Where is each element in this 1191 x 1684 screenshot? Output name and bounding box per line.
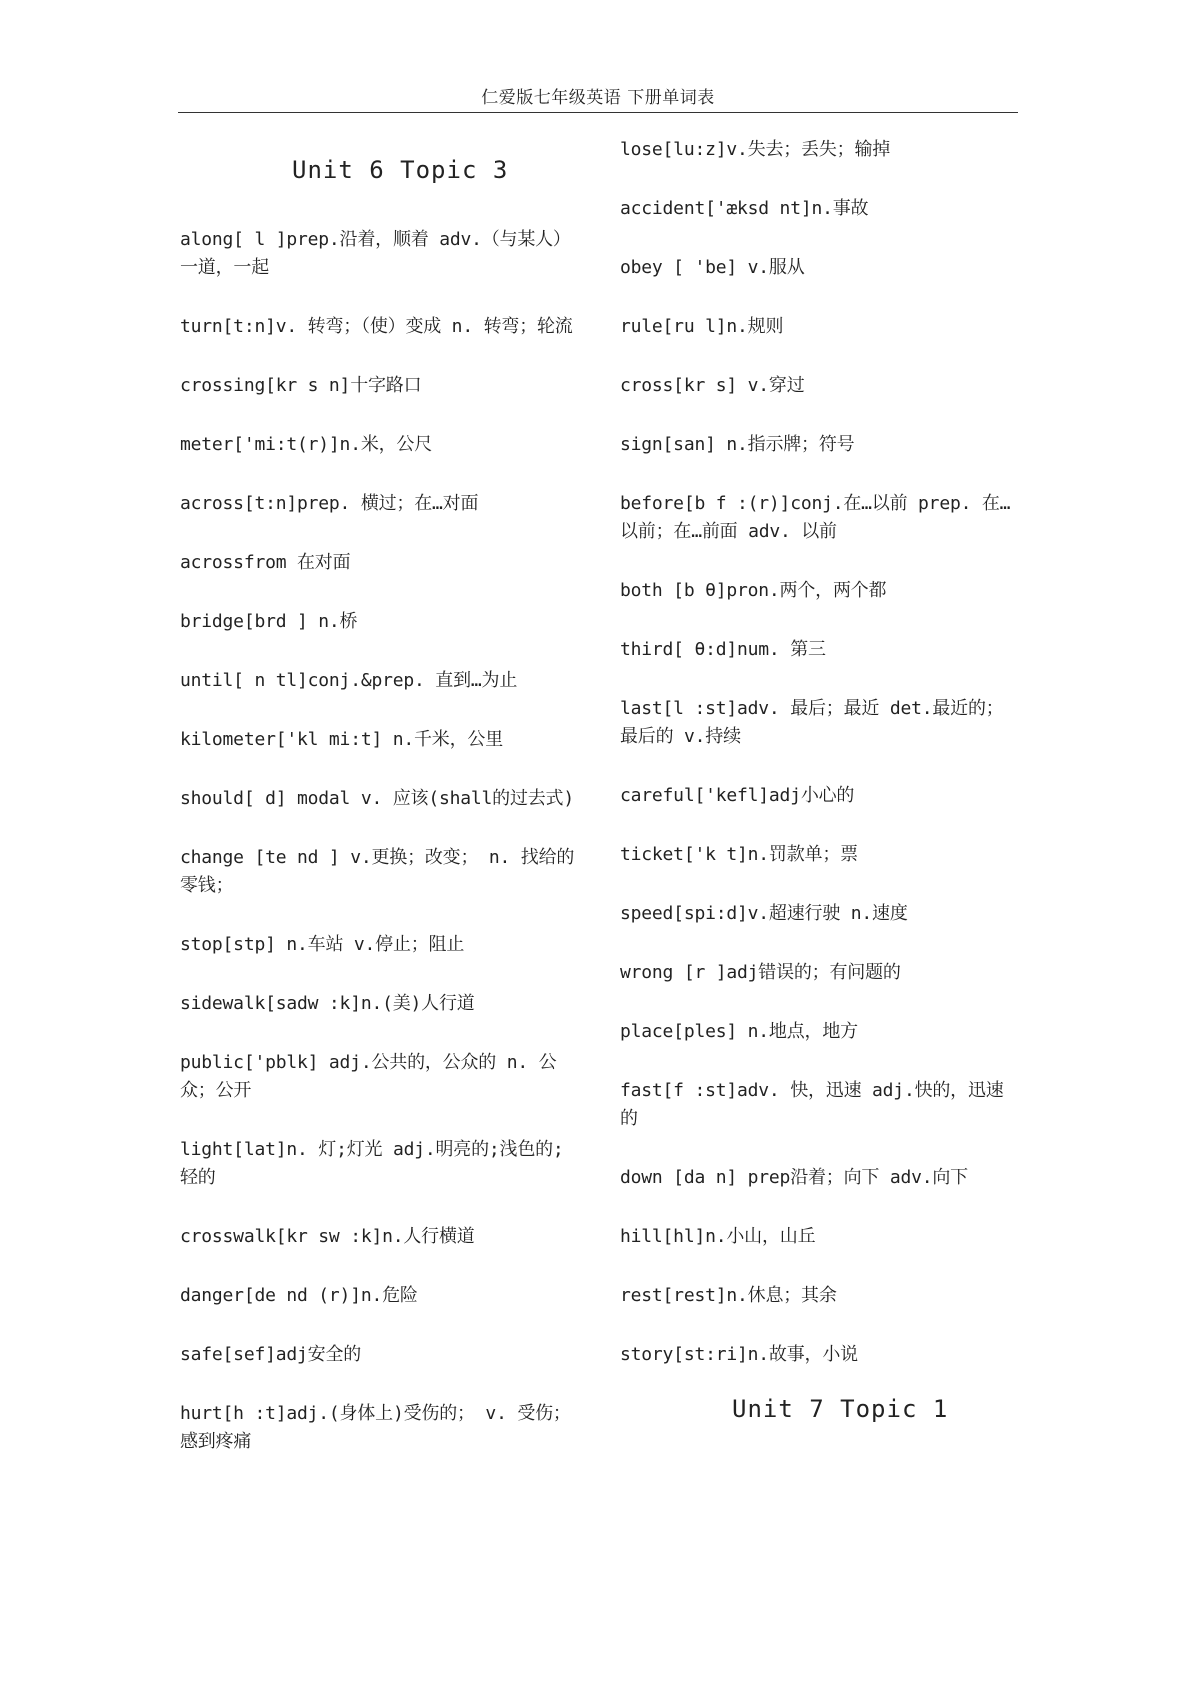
vocab-entry: public['pblk] adj.公共的，公众的 n. 公众；公开 (180, 1052, 557, 1101)
vocab-entry: until[ n tl]conj.&prep. 直到…为止 (180, 670, 518, 691)
vocab-entry: fast[f :st]adv. 快，迅速 adj.快的，迅速的 (620, 1080, 1004, 1129)
vocab-entry: both [b θ]pron.两个，两个都 (620, 580, 887, 601)
vocab-entry: light[lat]n. 灯;灯光 adj.明亮的;浅色的;轻的 (180, 1139, 564, 1188)
vocab-entry: accident['æksd nt]n.事故 (620, 198, 869, 219)
vocab-entry: safe[sef]adj安全的 (180, 1344, 362, 1365)
unit-title-right: Unit 7 Topic 1 (732, 1395, 949, 1423)
vocab-entry: hurt[h :t]adj.(身体上)受伤的； v. 受伤；感到疼痛 (180, 1403, 571, 1452)
vocab-entry: change [te nd ] v.更换；改变； n. 找给的零钱； (180, 847, 575, 896)
vocab-entry: along[ l ]prep.沿着，顺着 adv.（与某人）一道，一起 (180, 229, 571, 278)
vocab-entry: last[l :st]adv. 最后；最近 det.最近的；最后的 v.持续 (620, 698, 1004, 747)
right-entry-list (620, 136, 1020, 1369)
vocab-entry: turn[t:n]v. 转弯；（使）变成 n. 转弯；轮流 (180, 316, 573, 337)
vocab-entry: crossing[kr s n]十字路口 (180, 375, 422, 396)
unit-title-left: Unit 6 Topic 3 (292, 156, 509, 184)
left-column (180, 136, 580, 1456)
vocab-entry: stop[stp] n.车站 v.停止；阻止 (180, 934, 465, 955)
vocab-entry: acrossfrom 在对面 (180, 552, 351, 573)
vocab-entry: sign[san] n.指示牌；符号 (620, 434, 855, 455)
vocab-entry: obey [ 'be] v.服从 (620, 257, 805, 278)
vocab-entry: third[ θ:d]num. 第三 (620, 639, 826, 660)
vocab-entry: rule[ru l]n.规则 (620, 316, 784, 337)
vocab-entry: kilometer['kl mi:t] n.千米，公里 (180, 729, 504, 750)
vocab-entry: crosswalk[kr sw :k]n.人行横道 (180, 1226, 475, 1247)
vocab-entry: ticket['k t]n.罚款单；票 (620, 844, 858, 865)
vocab-entry: bridge[brd ] n.桥 (180, 611, 358, 632)
vocab-entry: careful['kefl]adj小心的 (620, 785, 855, 806)
vocab-entry: before[b f :(r)]conj.在…以前 prep. 在…以前；在…前面 adv. 以前 (620, 493, 1011, 542)
vocab-entry: should[ d] modal v. 应该(shall的过去式) (180, 788, 574, 809)
page-header: 仁爱版七年级英语 下册单词表 (178, 86, 1018, 113)
left-entry-list (180, 226, 580, 1456)
vocab-entry: lose[lu:z]v.失去；丢失；输掉 (620, 139, 891, 160)
vocab-entry: cross[kr s] v.穿过 (620, 375, 805, 396)
vocab-entry: down [da n] prep沿着；向下 adv.向下 (620, 1167, 968, 1188)
vocab-entry: story[st:ri]n.故事，小说 (620, 1344, 858, 1365)
right-column (620, 136, 1020, 1439)
vocab-entry: place[ples] n.地点，地方 (620, 1021, 858, 1042)
vocab-entry: sidewalk[sadw :k]n.(美)人行道 (180, 993, 475, 1014)
vocab-entry: across[t:n]prep. 横过；在…对面 (180, 493, 479, 514)
vocab-entry: meter['mi:t(r)]n.米，公尺 (180, 434, 433, 455)
vocab-entry: rest[rest]n.休息；其余 (620, 1285, 837, 1306)
vocab-entry: hill[hl]n.小山，山丘 (620, 1226, 816, 1247)
vocab-entry: danger[de nd (r)]n.危险 (180, 1285, 418, 1306)
vocab-entry: speed[spi:d]v.超速行驶 n.速度 (620, 903, 908, 924)
vocab-entry: wrong [r ]adj错误的；有问题的 (620, 962, 901, 983)
